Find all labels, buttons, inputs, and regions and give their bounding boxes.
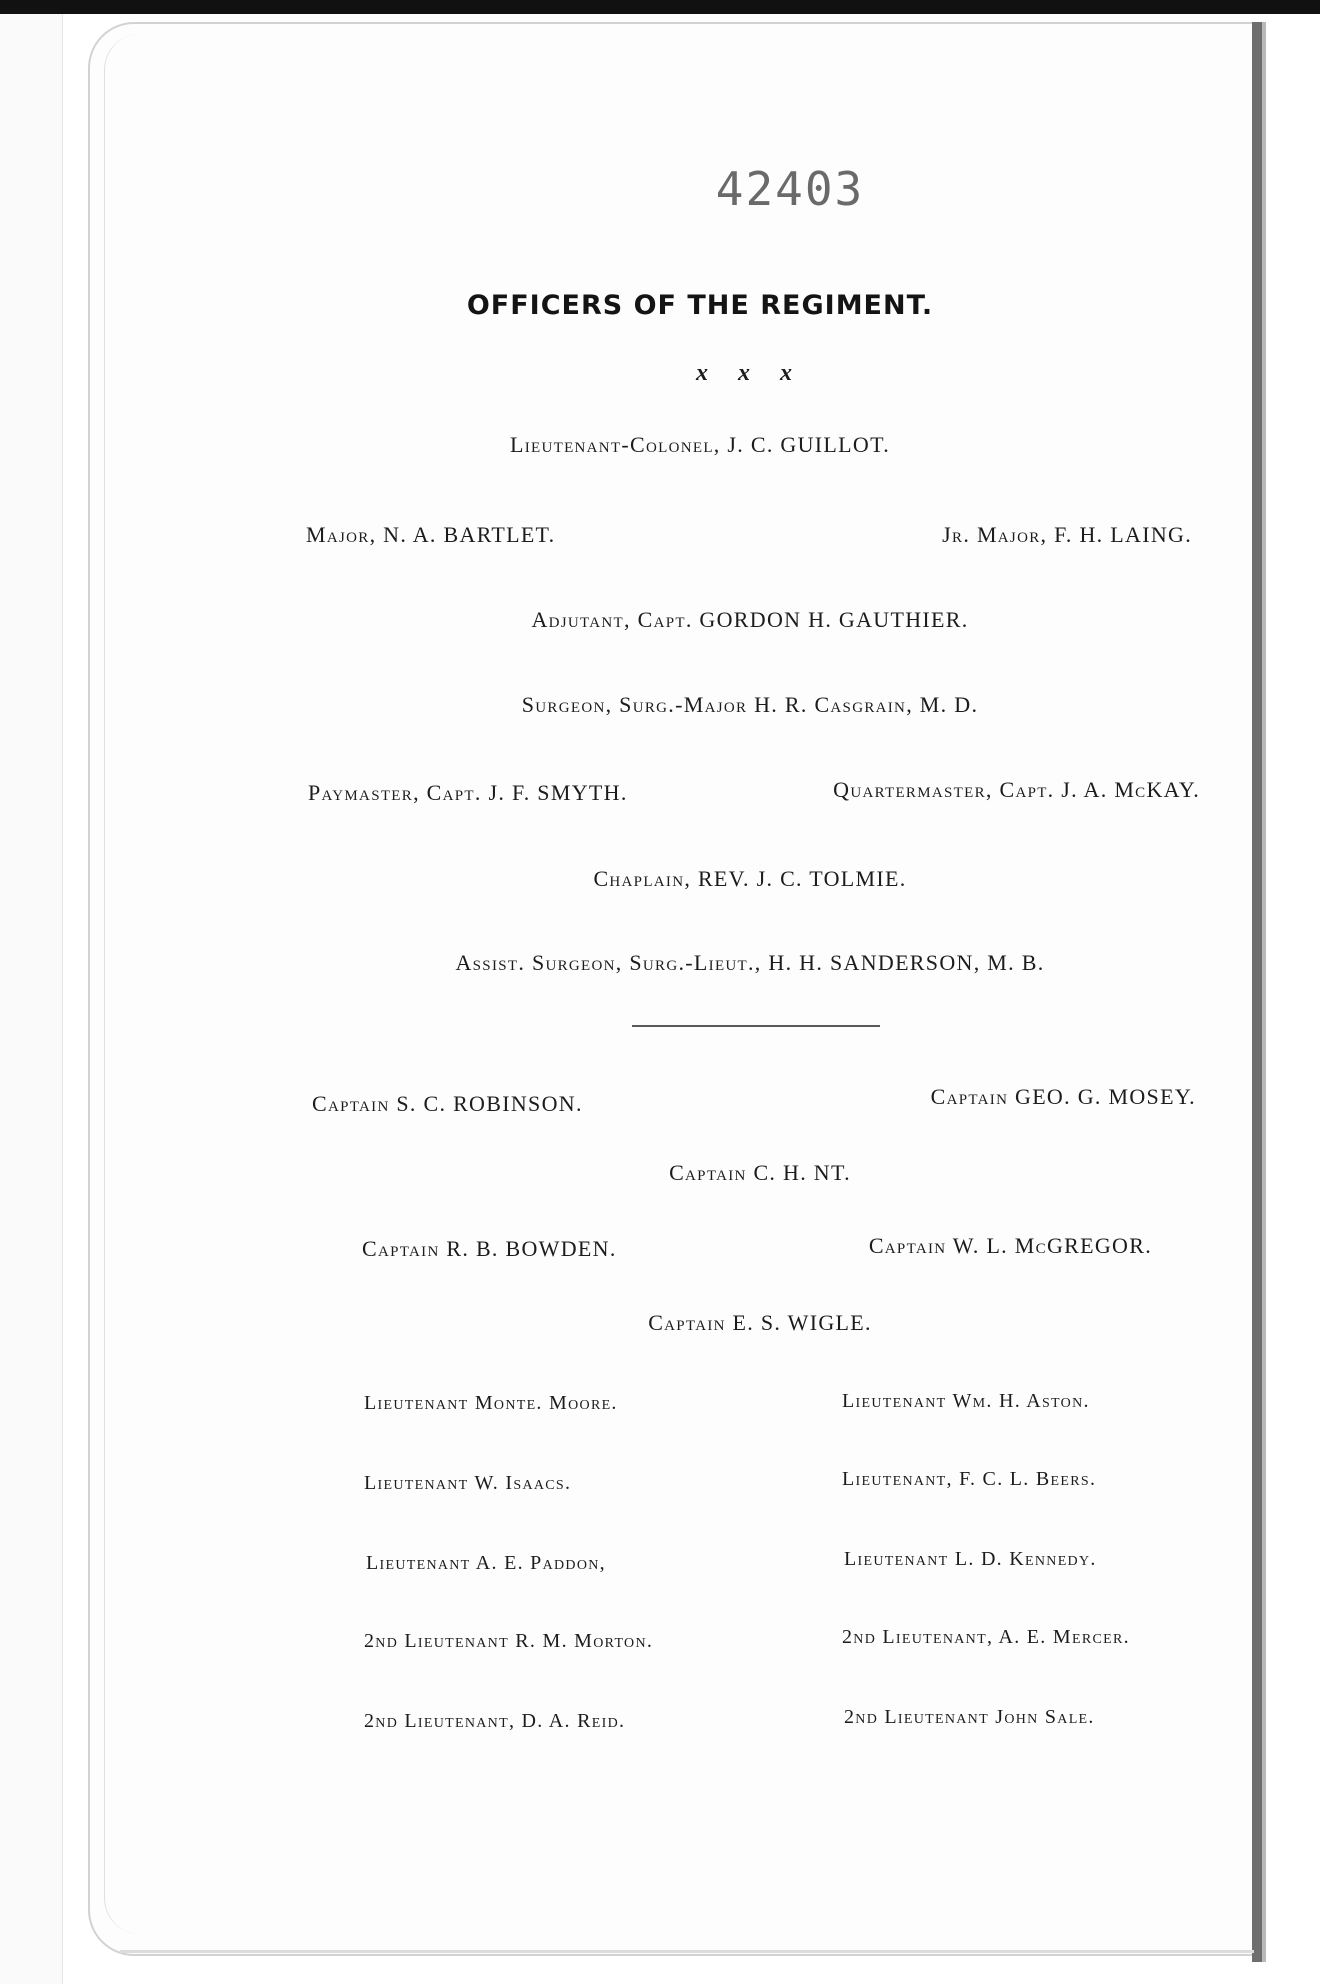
lieutenant-left-4: 2nd Lieutenant R. M. Morton. bbox=[364, 1630, 654, 1652]
captain-mosey: Captain GEO. G. MOSEY. bbox=[930, 1084, 1196, 1109]
lieutenant-left-3: Lieutenant A. E. Paddon, bbox=[366, 1552, 606, 1574]
page-right-edge bbox=[1252, 22, 1262, 1962]
lieutenant-right-1: Lieutenant Wm. H. Aston. bbox=[842, 1390, 1090, 1412]
lieutenant-left-1: Lieutenant Monte. Moore. bbox=[364, 1392, 618, 1414]
page-title: OFFICERS OF THE REGIMENT. bbox=[466, 290, 934, 321]
page-bottom-edge bbox=[120, 1950, 1254, 1953]
lieutenant-right-2: Lieutenant, F. C. L. Beers. bbox=[842, 1468, 1097, 1490]
catalog-stamp-number: 42403 bbox=[715, 162, 865, 216]
scan-top-border bbox=[0, 0, 1320, 14]
binding-strip bbox=[0, 14, 63, 1984]
officer-lieutenant-colonel: Lieutenant-Colonel, J. C. GUILLOT. bbox=[509, 432, 890, 457]
captain-robinson: Captain S. C. ROBINSON. bbox=[312, 1091, 583, 1116]
page-curl-edge bbox=[104, 34, 145, 1934]
officer-surgeon: Surgeon, Surg.-Major H. R. Casgrain, M. D. bbox=[521, 692, 979, 717]
officer-quartermaster: Quartermaster, Capt. J. A. McKAY. bbox=[833, 777, 1200, 802]
officer-paymaster: Paymaster, Capt. J. F. SMYTH. bbox=[308, 780, 628, 805]
captain-c-h: Captain C. H. NT. bbox=[669, 1160, 851, 1185]
lieutenant-left-2: Lieutenant W. Isaacs. bbox=[364, 1472, 572, 1494]
lieutenant-left-5: 2nd Lieutenant, D. A. Reid. bbox=[364, 1710, 626, 1732]
officer-assist-surgeon: Assist. Surgeon, Surg.-Lieut., H. H. SANDERSON, M. B. bbox=[455, 950, 1045, 975]
lieutenant-right-5: 2nd Lieutenant John Sale. bbox=[844, 1706, 1095, 1728]
section-divider bbox=[632, 1025, 880, 1027]
page-right-edge-shadow bbox=[1262, 22, 1266, 1962]
captain-bowden: Captain R. B. BOWDEN. bbox=[362, 1236, 617, 1261]
lieutenant-right-3: Lieutenant L. D. Kennedy. bbox=[844, 1548, 1097, 1570]
officer-adjutant: Adjutant, Capt. GORDON H. GAUTHIER. bbox=[531, 607, 969, 632]
officer-jr-major: Jr. Major, F. H. LAING. bbox=[942, 522, 1192, 547]
title-ornament: x x x bbox=[696, 360, 804, 386]
captain-mcgregor: Captain W. L. McGREGOR. bbox=[868, 1233, 1152, 1258]
officer-major: Major, N. A. BARTLET. bbox=[306, 522, 556, 547]
lieutenant-right-4: 2nd Lieutenant, A. E. Mercer. bbox=[842, 1626, 1130, 1648]
officer-chaplain: Chaplain, REV. J. C. TOLMIE. bbox=[593, 866, 907, 891]
captain-wigle: Captain E. S. WIGLE. bbox=[648, 1310, 872, 1335]
